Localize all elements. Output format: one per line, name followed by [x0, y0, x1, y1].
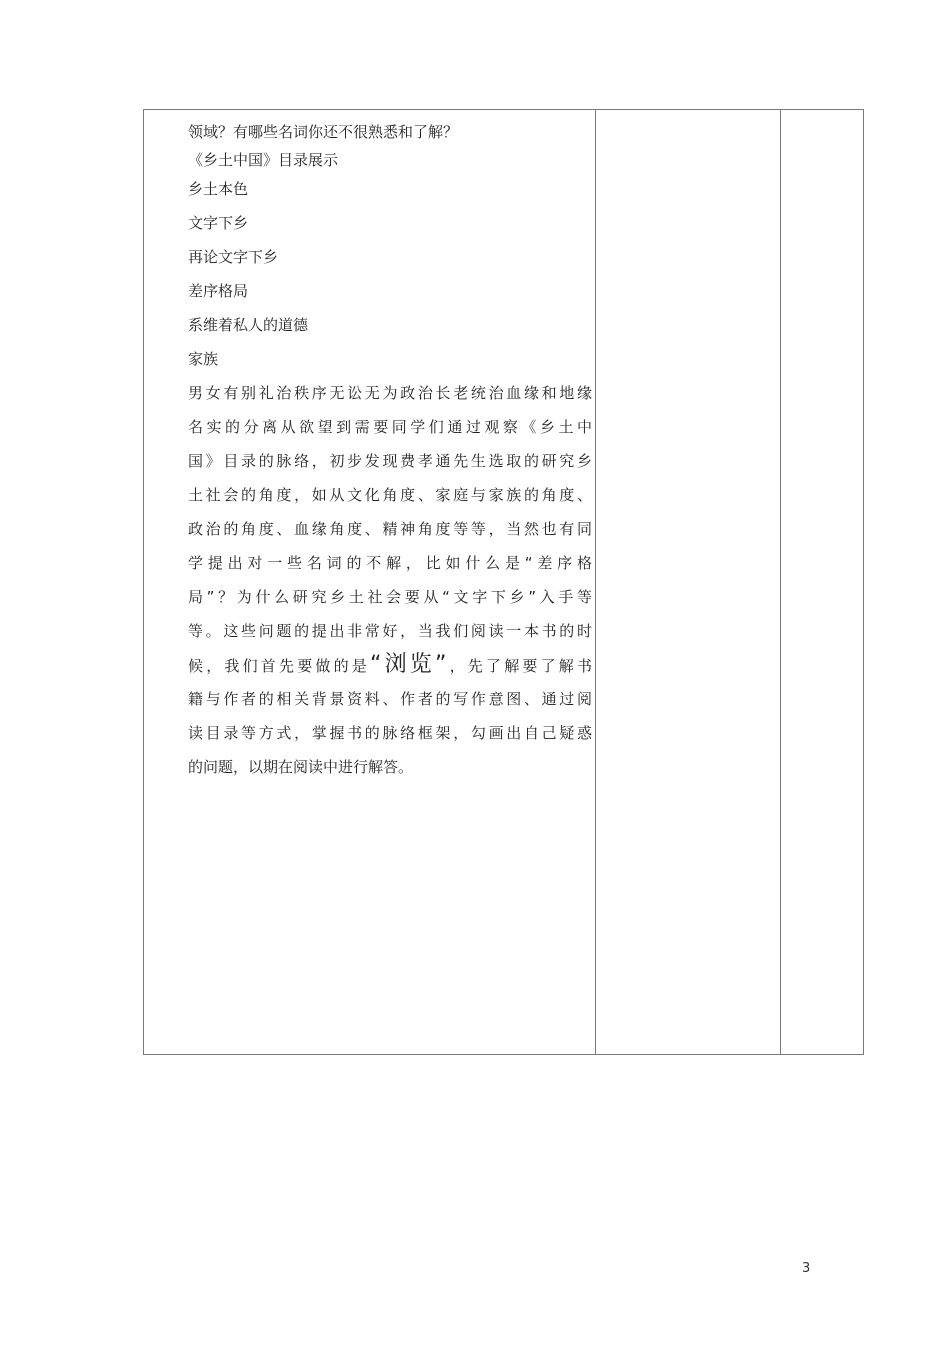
paragraph-line: 读目录等方式，掌握书的脉络框架，勾画出自己疑惑	[188, 724, 592, 742]
toc-item: 文字下乡	[188, 214, 249, 232]
toc-item: 乡土本色	[188, 180, 249, 198]
paragraph-line: 政治的角度、血缘角度、精神角度等等，当然也有同	[188, 520, 592, 538]
paragraph-line: 名实的分离从欲望到需要同学们通过观察《乡土中	[188, 418, 592, 436]
explanation-paragraph	[188, 376, 592, 784]
teaching-content-cell	[188, 122, 592, 784]
paragraph-text: ，先了解要了解书	[446, 657, 592, 675]
toc-title: 《乡土中国》目录展示	[188, 151, 339, 169]
toc-item: 系维着私人的道德	[188, 316, 309, 334]
toc-item: 家族	[188, 350, 219, 368]
paragraph-line: 学提出对一些名词的不解，比如什么是“差序格	[188, 554, 592, 572]
column-divider-1	[595, 110, 596, 1054]
paragraph-line-with-highlight	[188, 648, 592, 682]
question-line: 领域？有哪些名词你还不很熟悉和了解？	[188, 123, 459, 141]
highlighted-term: “浏览”	[370, 652, 447, 677]
toc-item: 再论文字下乡	[188, 248, 279, 266]
paragraph-text: 候，我们首先要做的是	[188, 657, 370, 675]
paragraph-line: 籍与作者的相关背景资料、作者的写作意图、通过阅	[188, 690, 592, 708]
paragraph-line: 男女有别礼治秩序无讼无为政治长老统治血缘和地缘	[188, 384, 592, 402]
page-number: 3	[802, 1261, 811, 1276]
paragraph-line: 等。这些问题的提出非常好，当我们阅读一本书的时	[188, 622, 592, 640]
paragraph-line: 国》目录的脉络，初步发现费孝通先生选取的研究乡	[188, 452, 592, 470]
toc-item: 差序格局	[188, 282, 249, 300]
paragraph-line: 局”？为什么研究乡土社会要从“文字下乡”入手等	[188, 588, 592, 606]
paragraph-line: 的问题，以期在阅读中进行解答。	[188, 758, 414, 776]
column-divider-2	[780, 110, 781, 1054]
lesson-plan-table	[143, 109, 864, 1055]
paragraph-line: 土社会的角度，如从文化角度、家庭与家族的角度、	[188, 486, 592, 504]
